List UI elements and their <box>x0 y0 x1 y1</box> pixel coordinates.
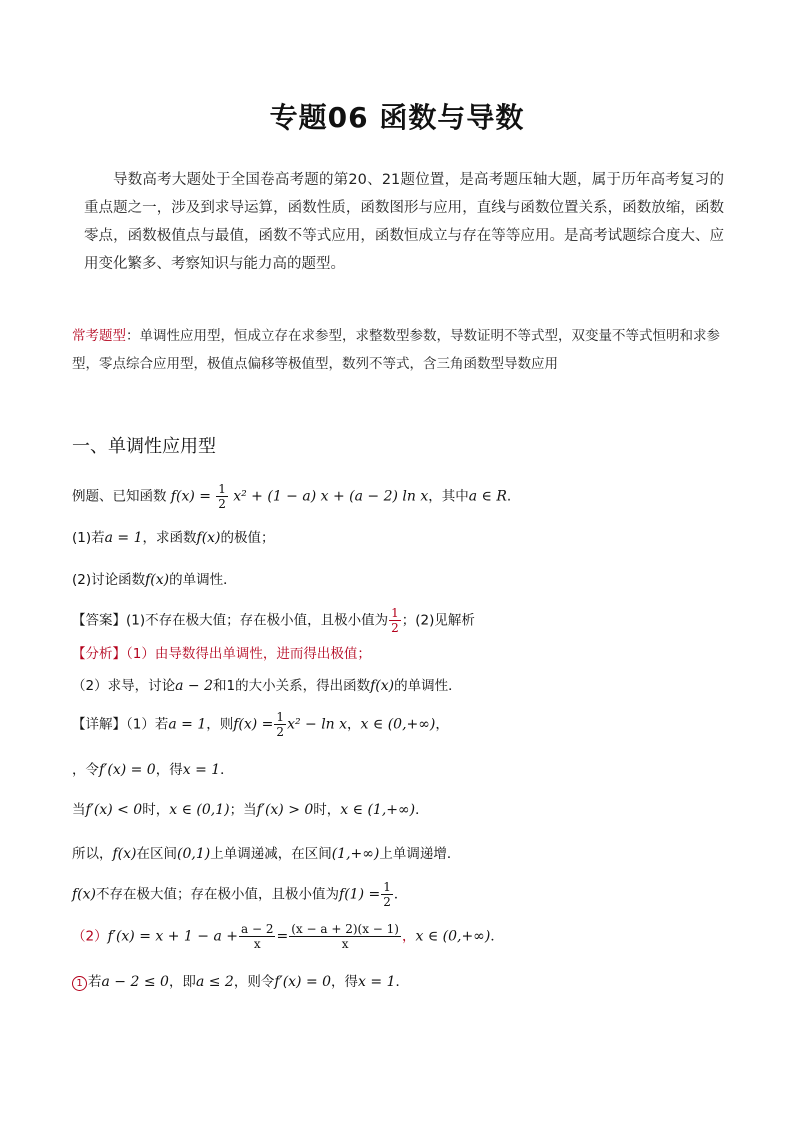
detail-text: ，则令 <box>233 974 275 990</box>
analysis-text-2a: （2）求导，讨论 <box>72 678 176 694</box>
example-formula-rhs: x² + (1 − a) x + (a − 2) ln x <box>233 488 429 505</box>
frac-numerator: 1 <box>391 606 399 620</box>
detail-math: x ∈ (1,+∞) <box>340 802 416 818</box>
detail-text: 时， <box>313 802 341 818</box>
detail-text: ；当 <box>229 802 257 818</box>
detail-text: （1）若 <box>126 716 169 733</box>
detail-math: f(x) <box>72 886 97 903</box>
detail-math: f′(x) = 0 <box>99 762 156 778</box>
detail-line-2 <box>72 758 234 778</box>
frac-denominator: x <box>253 937 261 951</box>
detail-math: = <box>276 928 289 945</box>
detail-math: (0,1) <box>177 846 211 862</box>
detail-math: x = 1 <box>182 762 221 778</box>
q1-suffix: 的极值； <box>220 530 275 546</box>
detail-fraction <box>381 880 393 909</box>
example-formula-lhs: f(x) = <box>170 488 211 505</box>
q2-prefix: (2)讨论函数 <box>72 572 146 588</box>
page-title: 专题06 函数与导数 <box>269 101 525 134</box>
q1-prefix: (1)若 <box>72 530 105 546</box>
question-2 <box>72 568 237 588</box>
answer-fraction <box>389 606 401 635</box>
detail-fraction <box>289 922 401 951</box>
detail-math: x = 1 <box>358 974 396 990</box>
detail-line-4 <box>72 842 460 862</box>
detail-fraction <box>274 710 286 739</box>
detail-tag: 【详解】 <box>72 716 126 733</box>
detail-line-5 <box>72 880 407 909</box>
detail-text: ． <box>220 762 234 778</box>
detail-text: ． <box>415 802 429 818</box>
detail-line-6 <box>72 922 504 951</box>
analysis-math: a − 2 <box>175 678 213 694</box>
answer-part1: (1)不存在极大值；存在极小值，且极小值为 <box>126 612 389 629</box>
detail-text: ， <box>347 716 361 733</box>
analysis-text-2b: 和1的大小关系，得出函数 <box>212 678 371 694</box>
detail-math: f(1) = <box>339 886 381 903</box>
analysis-text-1: （1）由导数得出单调性，进而得出极值； <box>126 646 371 662</box>
detail-domain: x ∈ (0,+∞) <box>360 716 436 733</box>
example-label: 例题、已知函数 <box>72 488 167 505</box>
detail-text: 上单调递增． <box>379 846 461 862</box>
detail-text: 在区间 <box>136 846 178 862</box>
detail-text: ． <box>393 886 408 903</box>
detail-line-3 <box>72 798 429 818</box>
detail-text: ，即 <box>168 974 196 990</box>
example-condition: a ∈ R <box>468 488 507 505</box>
detail-math: f(x) <box>112 846 137 862</box>
example-line <box>72 482 511 511</box>
frac-denominator: 2 <box>218 497 226 511</box>
detail-math: f′(x) > 0 <box>256 802 314 818</box>
detail-text: ，得 <box>331 974 359 990</box>
common-types-text: ：单调性应用型，恒成立存在求参型，求整数型参数，导数证明不等式型，双变量不等式恒明和求参型，零点综合应用型，极值点偏移等极值型，数列不等式，含三角函数型导数应用 <box>72 328 720 372</box>
common-types-paragraph <box>72 322 724 378</box>
frac-denominator: 2 <box>276 725 285 739</box>
detail-math: f′(x) = 0 <box>274 974 332 990</box>
detail-text: （2） <box>72 928 108 945</box>
answer-tag: 【答案】 <box>72 612 126 629</box>
detail-text: 当 <box>72 802 86 818</box>
q1-function: f(x) <box>196 530 221 546</box>
detail-text: ，得 <box>155 762 183 778</box>
q2-suffix: 的单调性． <box>169 572 237 588</box>
frac-numerator: a − 2 <box>241 922 274 936</box>
example-tail: ，其中 <box>428 488 469 505</box>
detail-text: 所以， <box>72 846 113 862</box>
detail-line-7 <box>72 970 409 991</box>
detail-text: 上单调递减，在区间 <box>210 846 332 862</box>
analysis-tag: 【分析】 <box>72 646 126 662</box>
detail-math: a − 2 ≤ 0 <box>101 974 169 990</box>
q1-text: ，求函数 <box>142 530 197 546</box>
frac-numerator: 1 <box>218 482 226 496</box>
detail-text: ，令 <box>72 762 99 778</box>
detail-domain: x ∈ (0,+∞) <box>415 928 491 945</box>
analysis-text-2c: 的单调性． <box>394 678 462 694</box>
answer-part2: ；(2)见解析 <box>401 612 475 629</box>
detail-math: f′(x) < 0 <box>85 802 143 818</box>
example-fraction <box>216 482 228 511</box>
frac-numerator: 1 <box>383 880 391 894</box>
analysis-function: f(x) <box>370 678 395 694</box>
detail-math: x² − ln x <box>287 716 348 733</box>
detail-text: 不存在极大值；存在极小值，且极小值为 <box>96 886 340 903</box>
analysis-line-1 <box>72 642 371 662</box>
detail-text: ，则 <box>206 716 234 733</box>
detail-math: a = 1 <box>168 716 207 733</box>
frac-denominator: x <box>341 937 349 951</box>
detail-text: 若 <box>88 974 102 990</box>
example-end: . <box>506 488 512 505</box>
frac-numerator: 1 <box>276 710 285 724</box>
answer-line <box>72 606 475 635</box>
intro-paragraph: 导数高考大题处于全国卷高考题的第20、21题位置，是高考题压轴大题，属于历年高考复习的重点题之一，涉及到求导运算，函数性质，函数图形与应用，直线与函数位置关系，函数放缩，函数零点，函数极值点与最值，函数不等式应用，函数恒成立与存在等等应用。是高考试题综合度大、应用变化繁多、考察知识与能力高的题型。 <box>84 172 724 272</box>
detail-math: a ≤ 2 <box>195 974 234 990</box>
q2-function: f(x) <box>145 572 170 588</box>
detail-math: f(x) = <box>233 716 274 733</box>
detail-text: ． <box>395 974 409 990</box>
detail-math: f′(x) = x + 1 − a + <box>107 928 238 945</box>
detail-text: ． <box>490 928 504 945</box>
frac-denominator: 2 <box>383 895 391 909</box>
circled-number-icon: 1 <box>72 976 87 991</box>
analysis-line-2 <box>72 674 462 694</box>
detail-math: x ∈ (0,1) <box>169 802 230 818</box>
detail-line-1 <box>72 710 449 739</box>
section-heading: 一、单调性应用型 <box>72 436 216 457</box>
detail-text: 时， <box>142 802 170 818</box>
q1-condition: a = 1 <box>104 530 143 546</box>
common-types-label: 常考题型 <box>72 328 126 344</box>
detail-text: ， <box>401 928 416 945</box>
detail-text: ， <box>435 716 449 733</box>
detail-math: (1,+∞) <box>331 846 380 862</box>
question-1 <box>72 526 275 546</box>
frac-numerator: (x − a + 2)(x − 1) <box>291 922 399 936</box>
frac-denominator: 2 <box>391 621 399 635</box>
detail-fraction <box>239 922 275 951</box>
